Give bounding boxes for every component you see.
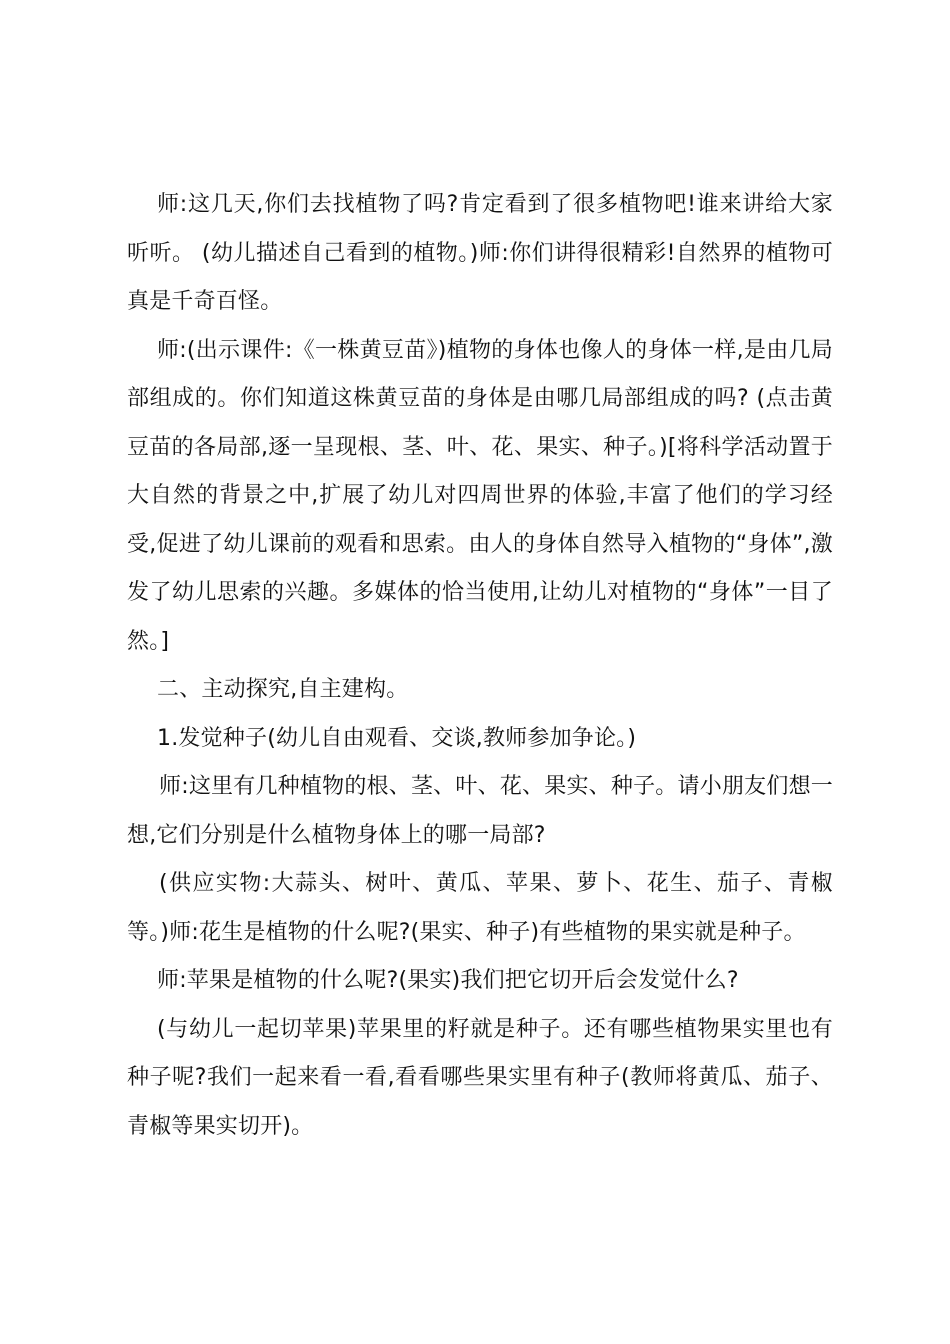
paragraph-courseware: 师:(出示课件:《一株黄豆苗》)植物的身体也像人的身体一样,是由几局部组成的。你们知道这株黄豆苗的身体是由哪几局部组成的吗? (点击黄豆苗的各局部,逐一呈现根、茎、叶、花、果实、种子。)[将科学活动置于大自然的背景之中,扩展了幼儿对四周世界的体验,丰富了他们的学习经受,促进了幼儿课前的观看和思索。由人的身体自然导入植物的“身体”,激发了幼儿思索的兴趣。多媒体的恰当使用,让幼儿对植物的“身体”一目了然。] [127, 337, 833, 654]
paragraph-teacher-intro: 师:这几天,你们去找植物了吗?肯定看到了很多植物吧!谁来讲给大家听听。 (幼儿描述自己看到的植物。)师:你们讲得很精彩!自然界的植物可真是千奇百怪。 [127, 192, 833, 314]
paragraph-teacher-question: 师:这里有几种植物的根、茎、叶、花、果实、种子。请小朋友们想一想,它们分别是什么植物身体上的哪一局部? [127, 774, 833, 848]
document-body [127, 181, 833, 1151]
paragraph-materials: (供应实物:大蒜头、树叶、黄瓜、苹果、萝卜、花生、茄子、青椒等。)师:花生是植物的什么呢?(果实、种子)有些植物的果实就是种子。 [127, 871, 833, 945]
paragraph-cut-apple: (与幼儿一起切苹果)苹果里的籽就是种子。还有哪些植物果实里也有种子呢?我们一起来看一看,看看哪些果实里有种子(教师将黄瓜、茄子、青椒等果实切开)。 [127, 1016, 833, 1139]
paragraph-apple-question: 师:苹果是植物的什么呢?(果实)我们把它切开后会发觉什么? [157, 968, 739, 993]
section-heading: 二、主动探究,自主建构。 [157, 677, 409, 702]
subsection-heading: 1.发觉种子(幼儿自由观看、交谈,教师参加争论。) [157, 725, 637, 751]
